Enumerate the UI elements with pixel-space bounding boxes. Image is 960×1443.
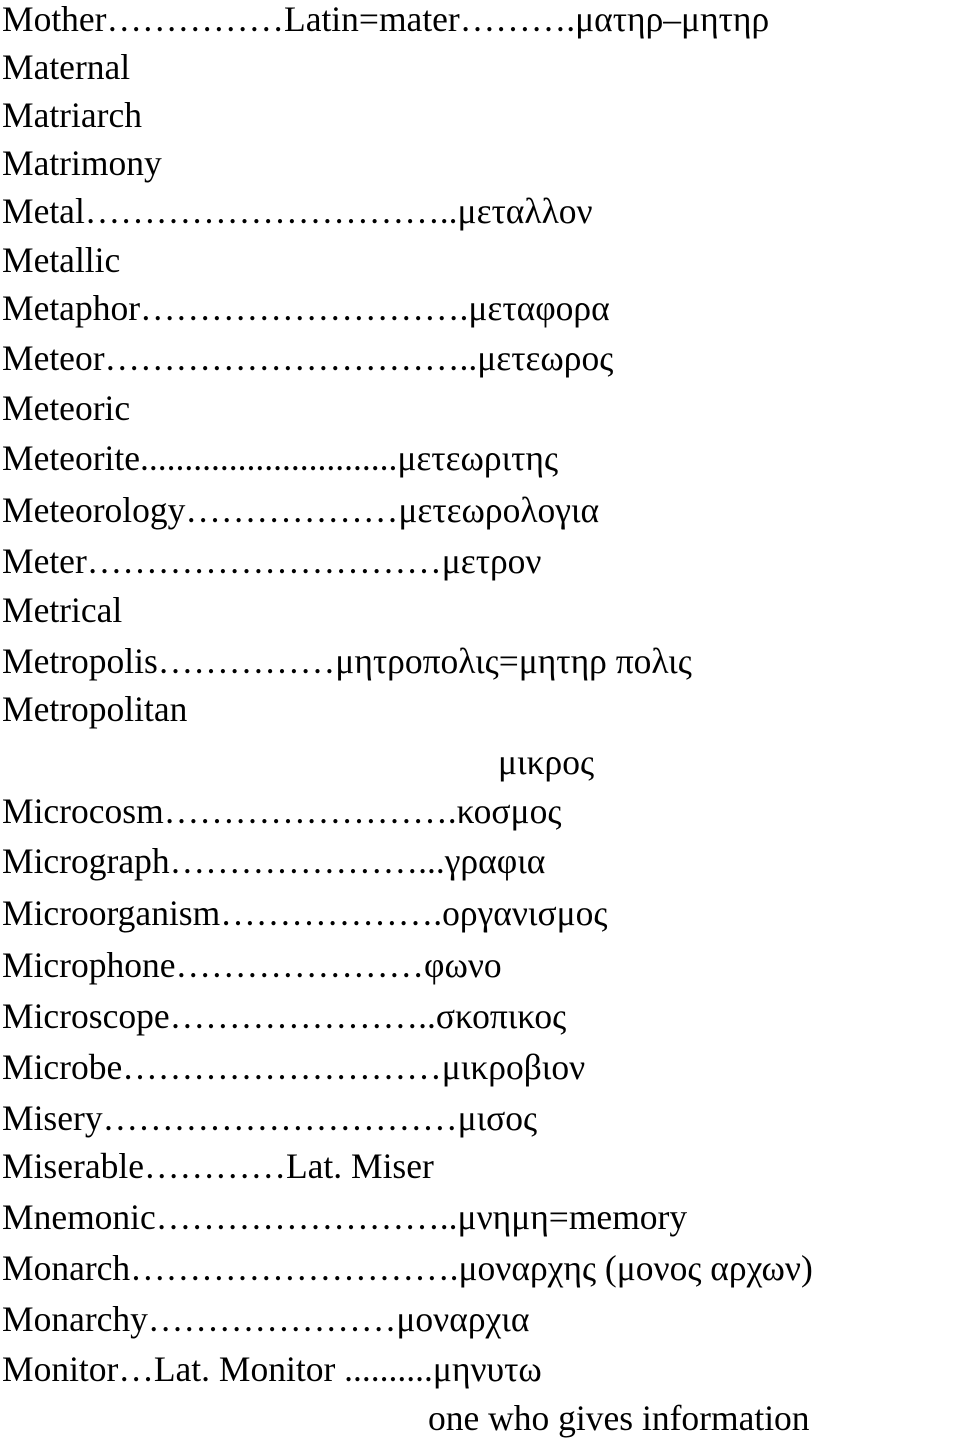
entry-monarchy: Monarchy…………………μοναρχια [2, 1299, 530, 1339]
entry-mnemonic: Mnemonic……………………..μνημη=memory [2, 1197, 688, 1237]
entry-microorganism: Microorganism……………….οργανισμος [2, 893, 608, 933]
entry-meteoric: Meteoric [2, 388, 131, 428]
entry-meteorite: Meteorite.............................μετεωριτης [2, 438, 559, 478]
entry-monitor-definition: one who gives information [428, 1398, 810, 1438]
entry-metropolitan: Metropolitan [2, 689, 188, 729]
entry-meter: Meter…………………………μετρον [2, 541, 542, 581]
entry-miserable: Miserable…………Lat. Miser [2, 1146, 434, 1186]
entry-micrograph: Micrograph…………………...γραφια [2, 841, 546, 881]
entry-matrimony: Matrimony [2, 143, 162, 183]
entry-matriarch: Matriarch [2, 95, 142, 135]
entry-meteor: Meteor…………………………..μετεωρος [2, 338, 614, 378]
entry-monarch: Monarch……………………….μοναρχης (μονος αρχων) [2, 1248, 813, 1288]
entry-metaphor: Metaphor……………………….μεταφορα [2, 288, 610, 328]
entry-metallic: Metallic [2, 240, 121, 280]
entry-meteorology: Meteorology………………μετεωρολογια [2, 490, 600, 530]
entry-misery: Misery…………………………μισος [2, 1098, 538, 1138]
entry-maternal: Maternal [2, 47, 131, 87]
entry-microcosm: Microcosm…………………….κοσμος [2, 791, 562, 831]
entry-monitor: Monitor…Lat. Monitor ..........μηνυτω [2, 1349, 542, 1389]
entry-metropolis: Metropolis……………μητροπολις=μητηρ πολις [2, 641, 692, 681]
entry-metal: Metal…………………………..μεταλλον [2, 191, 593, 231]
entry-mikros: μικρος [498, 742, 594, 782]
entry-mother: Mother……………Latin=mater……….ματηρ–μητηρ [2, 0, 770, 39]
entry-metrical: Metrical [2, 590, 123, 630]
entry-microphone: Microphone…………………φωνο [2, 945, 502, 985]
entry-microbe: Microbe………………………μικροβιον [2, 1047, 586, 1087]
entry-microscope: Microscope…………………..σκοπικος [2, 996, 567, 1036]
